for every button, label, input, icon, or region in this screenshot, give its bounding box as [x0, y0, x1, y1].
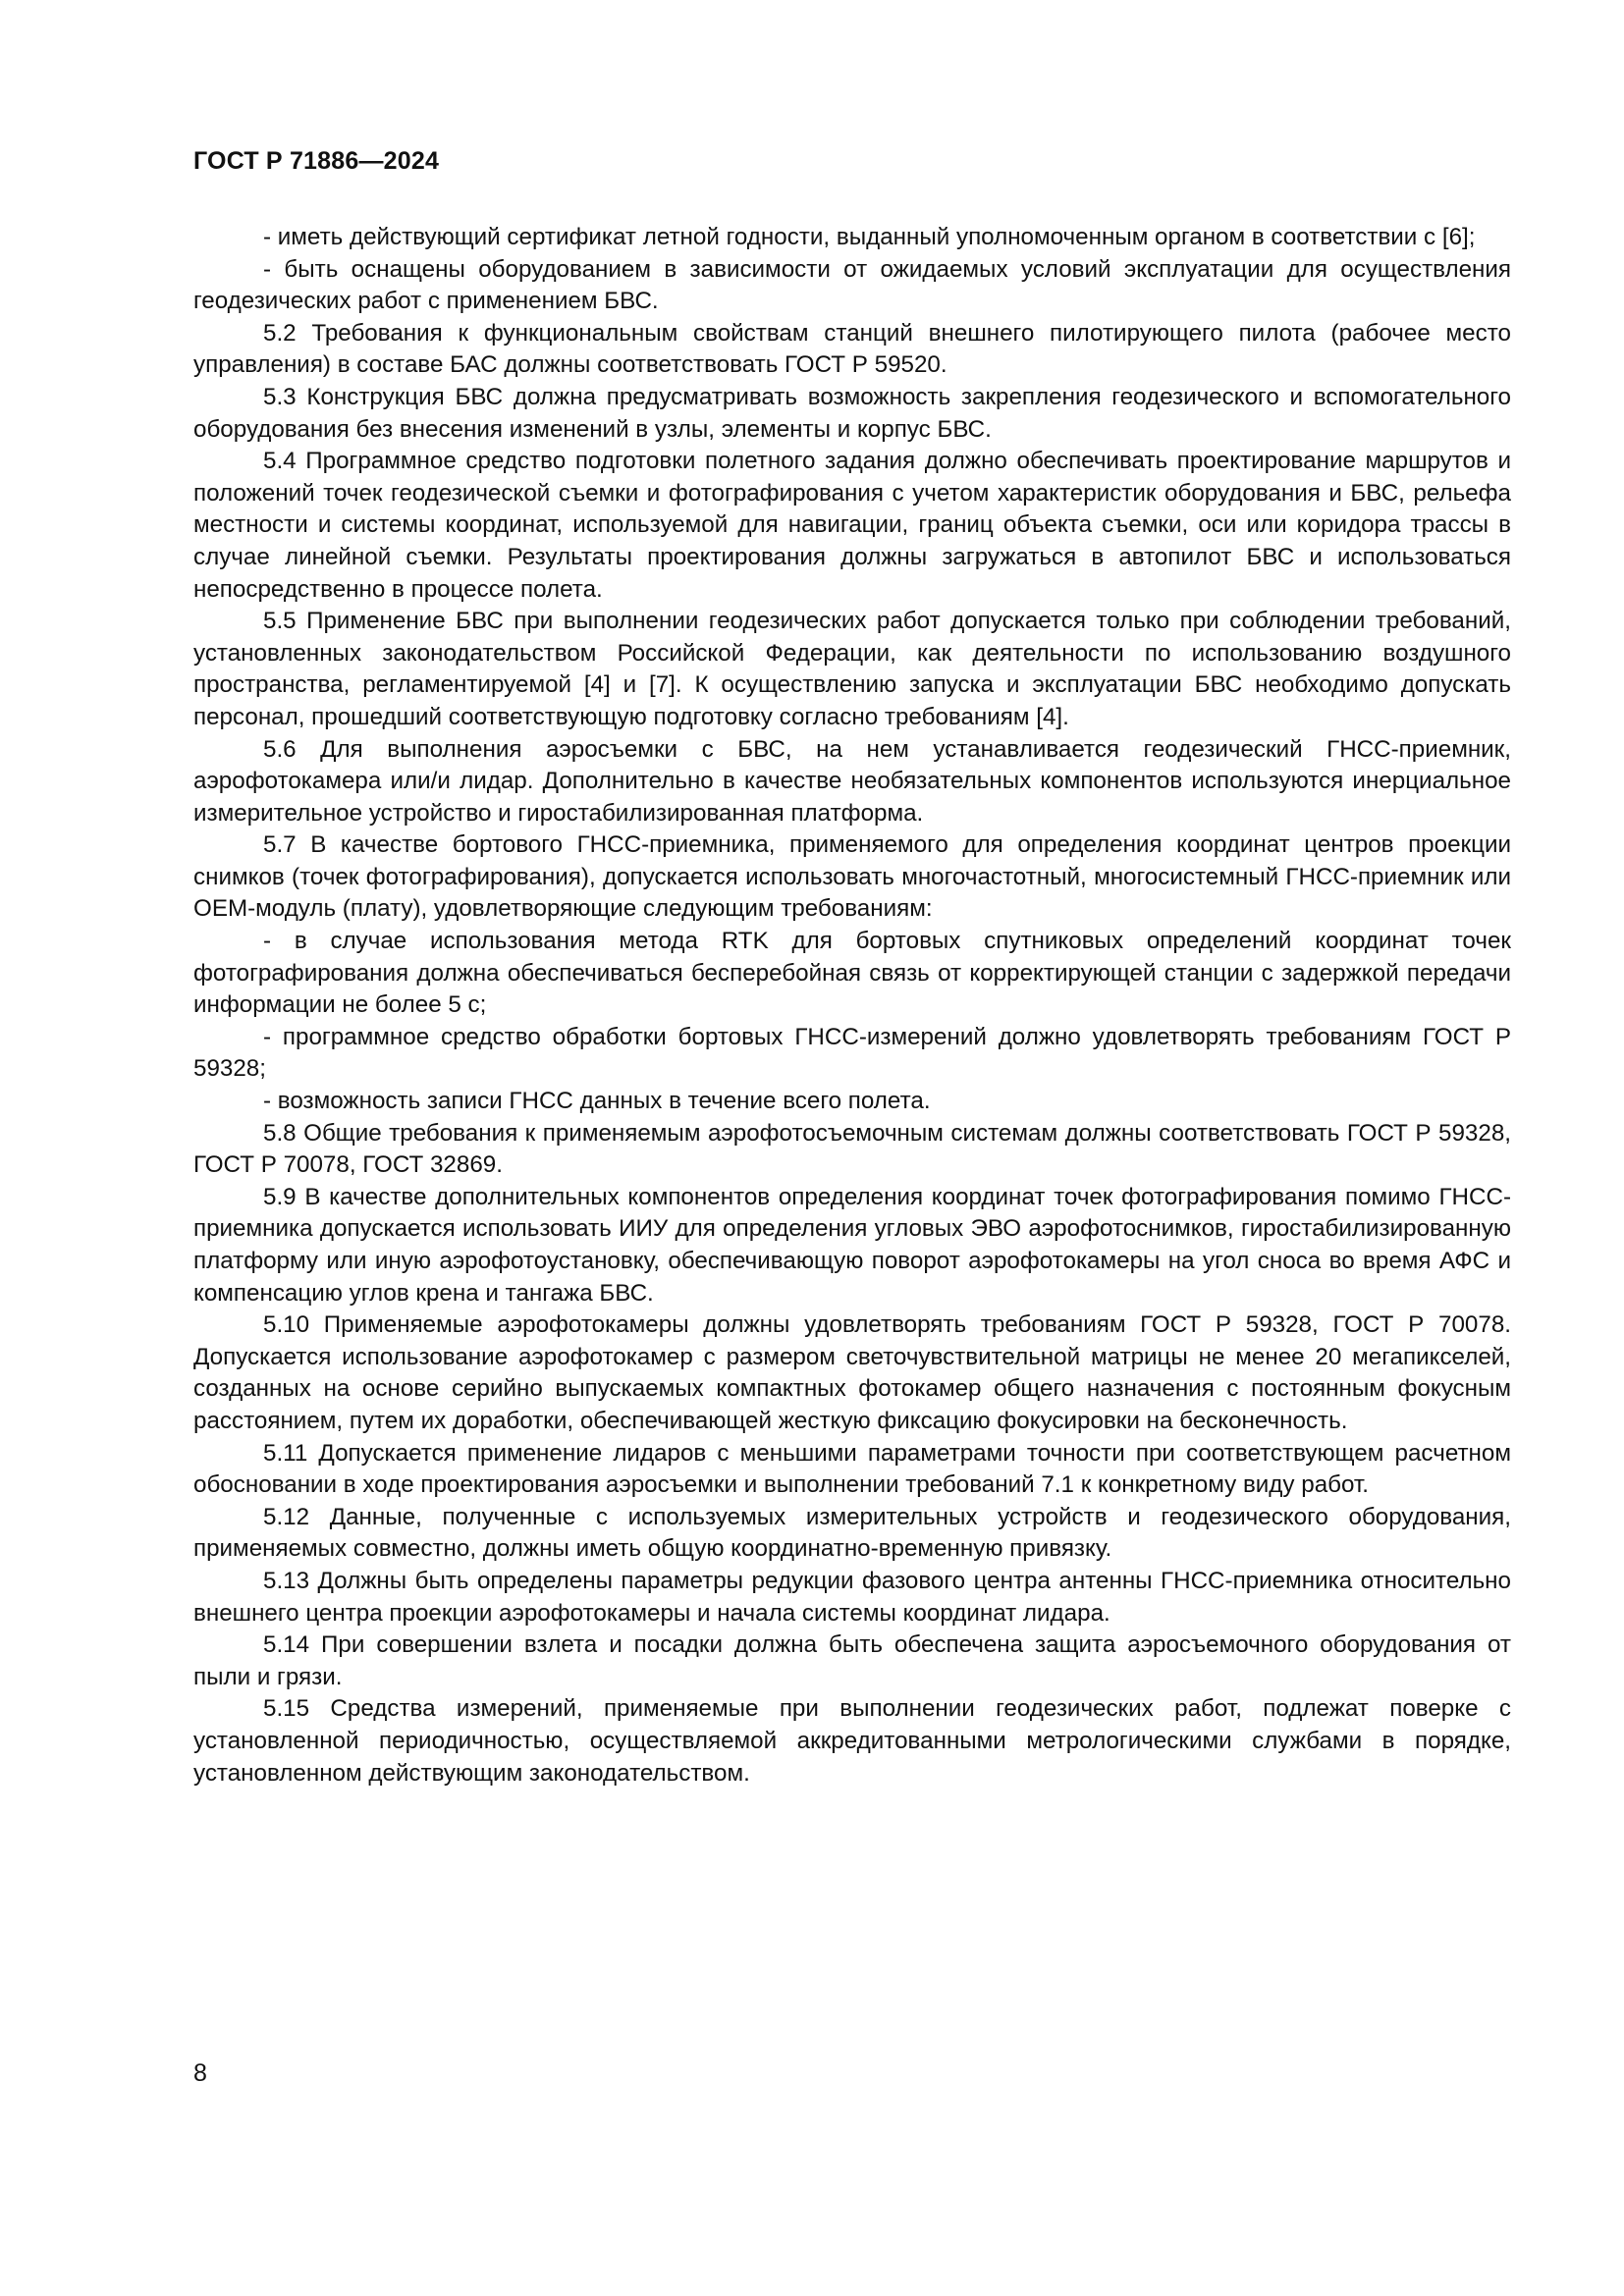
paragraph-bullet-rtk: - в случае использования метода RTK для бортовых спутниковых определений координат точек фотографирования должна обеспечиваться бесперебойная связь от корректирующей станции с задержкой передачи информации не более 5 с;	[193, 928, 1511, 1019]
paragraph-bullet-certificate: - иметь действующий сертификат летной годности, выданный уполномоченным органом в соответствии с [6];	[263, 224, 1476, 250]
paragraph-5-5: 5.5 Применение БВС при выполнении геодезических работ допускается только при соблюдении требований, установленных законодательством Российской Федерации, как деятельности по использованию воздушного пространства, регламентируемой [4] и [7]. К осуществлению запуска и эксплуатации БВС необходимо допускать персонал, прошедший соответствующую подготовку согласно требованиям [4].	[193, 608, 1511, 730]
paragraph-5-14: 5.14 При совершении взлета и посадки должна быть обеспечена защита аэросъемочного оборудования от пыли и грязи.	[193, 1631, 1511, 1690]
paragraph-bullet-equipment: - быть оснащены оборудованием в зависимости от ожидаемых условий эксплуатации для осуществления геодезических работ с применением БВС.	[193, 255, 1511, 315]
paragraph-5-2: 5.2 Требования к функциональным свойствам станций внешнего пилотирующего пилота (рабочее место управления) в составе БАС должны соответствовать ГОСТ Р 59520.	[193, 319, 1511, 379]
paragraph-5-15: 5.15 Средства измерений, применяемые при выполнении геодезических работ, подлежат поверке с установленной периодичностью, осуществляемой аккредитованными метрологическими службами в порядке, установленном действующим законодательством.	[193, 1695, 1511, 1787]
paragraph-bullet-recording: - возможность записи ГНСС данных в течение всего полета.	[263, 1088, 931, 1115]
paragraph-5-6: 5.6 Для выполнения аэросъемки с БВС, на нем устанавливается геодезический ГНСС-приемник, аэрофотокамера или/и лидар. Дополнительно в качестве необязательных компонентов используются инерциальное измерительное устройство и гиростабилизированная платформа.	[193, 735, 1511, 827]
paragraph-5-10: 5.10 Применяемые аэрофотокамеры должны удовлетворять требованиям ГОСТ Р 59328, ГОСТ Р 70078. Допускается использование аэрофотокамер с размером светочувствительной матрицы не менее 20 мегапикселей, созданных на основе серийно выпускаемых компактных фотокамер общего назначения с постоянным фокусным расстоянием, путем их доработки, обеспечивающей жесткую фиксацию фокусировки на бесконечность.	[193, 1311, 1511, 1434]
paragraph-5-3: 5.3 Конструкция БВС должна предусматривать возможность закрепления геодезического и вспомогательного оборудования без внесения изменений в узлы, элементы и корпус БВС.	[193, 383, 1511, 443]
document-header: ГОСТ Р 71886—2024	[193, 147, 440, 175]
paragraph-5-11: 5.11 Допускается применение лидаров с меньшими параметрами точности при соответствующем расчетном обосновании в ходе проектирования аэросъемки и выполнении требований 7.1 к конкретному виду работ.	[193, 1439, 1511, 1499]
paragraph-5-9: 5.9 В качестве дополнительных компонентов определения координат точек фотографирования помимо ГНСС-приемника допускается использовать ИИУ для определения угловых ЭВО аэрофотоснимков, гиростабилизированную платформу или иную аэрофотоустановку, обеспечивающую поворот аэрофотокамеры на угол сноса во время АФС и компенсацию углов крена и тангажа БВС.	[193, 1183, 1511, 1307]
paragraph-5-7: 5.7 В качестве бортового ГНСС-приемника, применяемого для определения координат центров проекции снимков (точек фотографирования), допускается использовать многочастотный, многосистемный ГНСС-приемник или OEM-модуль (плату), удовлетворяющие следующим требованиям:	[193, 831, 1511, 923]
paragraph-5-12: 5.12 Данные, полученные с используемых измерительных устройств и геодезического оборудования, применяемых совместно, должны иметь общую координатно-временную привязку.	[193, 1503, 1511, 1563]
paragraph-bullet-software: - программное средство обработки бортовых ГНСС-измерений должно удовлетворять требованиям ГОСТ Р 59328;	[193, 1023, 1511, 1083]
paragraph-5-13: 5.13 Должны быть определены параметры редукции фазового центра антенны ГНСС-приемника относительно внешнего центра проекции аэрофотокамеры и начала системы координат лидара.	[193, 1567, 1511, 1627]
paragraph-5-4: 5.4 Программное средство подготовки полетного задания должно обеспечивать проектирование маршрутов и положений точек геодезической съемки и фотографирования с учетом характеристик оборудования и БВС, рельефа местности и системы координат, используемой для навигации, границ объекта съемки, оси или коридора трассы в случае линейной съемки. Результаты проектирования должны загружаться в автопилот БВС и использоваться непосредственно в процессе полета.	[193, 448, 1511, 603]
paragraph-5-8: 5.8 Общие требования к применяемым аэрофотосъемочным системам должны соответствовать ГОСТ Р 59328, ГОСТ Р 70078, ГОСТ 32869.	[193, 1119, 1511, 1179]
page-number: 8	[193, 2059, 207, 2087]
document-body	[193, 222, 1511, 1789]
